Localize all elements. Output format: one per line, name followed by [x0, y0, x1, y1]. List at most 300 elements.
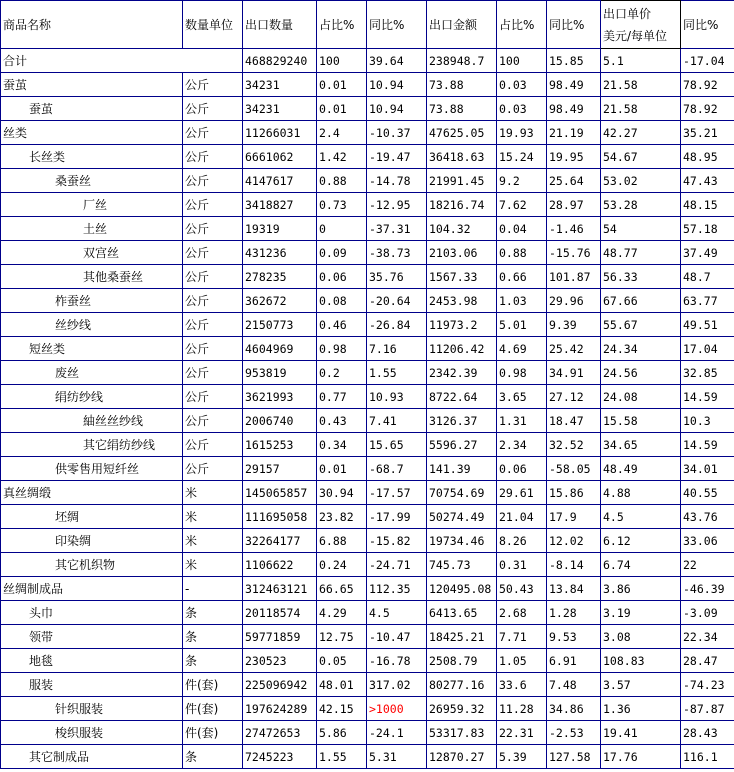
cell-amt-yoy: 7.48 [547, 673, 601, 697]
cell-qty-yoy: -17.57 [367, 481, 427, 505]
cell-amt-yoy: 32.52 [547, 433, 601, 457]
table-row [1, 337, 734, 361]
table-row [1, 649, 734, 673]
row-name: 真丝绸缎 [1, 481, 183, 505]
cell-amount: 104.32 [427, 217, 497, 241]
cell-qty-yoy: 4.5 [367, 601, 427, 625]
cell-price-yoy: 28.43 [681, 721, 734, 745]
header-qty: 出口数量 [243, 1, 317, 49]
cell-amt-share: 0.04 [497, 217, 547, 241]
cell-price-yoy: -87.87 [681, 697, 734, 721]
cell-unit: 条 [183, 625, 243, 649]
table-row [1, 121, 734, 145]
cell-qty: 34231 [243, 97, 317, 121]
cell-amt-yoy: 98.49 [547, 73, 601, 97]
row-name: 供零售用短纤丝 [1, 457, 183, 481]
cell-qty-yoy: -26.84 [367, 313, 427, 337]
table-row [1, 721, 734, 745]
cell-qty-yoy: -24.71 [367, 553, 427, 577]
table-row [1, 457, 734, 481]
cell-price: 6.12 [601, 529, 681, 553]
cell-amt-share: 3.65 [497, 385, 547, 409]
cell-unit: 公斤 [183, 433, 243, 457]
cell-qty-share: 1.42 [317, 145, 367, 169]
cell-amt-share: 21.04 [497, 505, 547, 529]
header-qty-yoy: 同比% [367, 1, 427, 49]
cell-qty-yoy: -17.99 [367, 505, 427, 529]
cell-price: 34.65 [601, 433, 681, 457]
cell-amt-share: 0.03 [497, 97, 547, 121]
cell-price-yoy: 10.3 [681, 409, 734, 433]
cell-price: 21.58 [601, 73, 681, 97]
cell-unit: 米 [183, 505, 243, 529]
cell-amt-share: 0.88 [497, 241, 547, 265]
cell-unit: 公斤 [183, 97, 243, 121]
cell-unit: 公斤 [183, 337, 243, 361]
cell-amt-yoy: -1.46 [547, 217, 601, 241]
cell-qty: 362672 [243, 289, 317, 313]
cell-qty: 29157 [243, 457, 317, 481]
cell-qty: 20118574 [243, 601, 317, 625]
cell-unit: 公斤 [183, 457, 243, 481]
cell-price-yoy: 48.15 [681, 193, 734, 217]
cell-qty: 34231 [243, 73, 317, 97]
cell-qty-share: 0.98 [317, 337, 367, 361]
cell-price-yoy: 34.01 [681, 457, 734, 481]
cell-amount: 2453.98 [427, 289, 497, 313]
cell-price: 3.08 [601, 625, 681, 649]
cell-qty-yoy: -19.47 [367, 145, 427, 169]
cell-amt-yoy: 27.12 [547, 385, 601, 409]
cell-amount: 2342.39 [427, 361, 497, 385]
cell-price: 15.58 [601, 409, 681, 433]
cell-price-yoy: 116.1 [681, 745, 734, 769]
cell-amt-share: 0.03 [497, 73, 547, 97]
header-qty-share: 占比% [317, 1, 367, 49]
header-name: 商品名称 [1, 1, 183, 49]
cell-unit: - [183, 577, 243, 601]
header-price-line2: 美元/每单位 [603, 28, 668, 43]
cell-qty-yoy: 35.76 [367, 265, 427, 289]
cell-unit: 公斤 [183, 361, 243, 385]
cell-price: 19.41 [601, 721, 681, 745]
cell-amt-yoy: 9.53 [547, 625, 601, 649]
cell-amount: 2508.79 [427, 649, 497, 673]
cell-qty: 197624289 [243, 697, 317, 721]
row-name: 废丝 [1, 361, 183, 385]
row-name: 丝绸制成品 [1, 577, 183, 601]
cell-amount: 12870.27 [427, 745, 497, 769]
row-name: 其它绢纺纱线 [1, 433, 183, 457]
cell-qty-share: 0.88 [317, 169, 367, 193]
cell-unit: 公斤 [183, 313, 243, 337]
cell-amount: 73.88 [427, 73, 497, 97]
cell-qty-share: 23.82 [317, 505, 367, 529]
row-name: 厂丝 [1, 193, 183, 217]
cell-qty-yoy: -12.95 [367, 193, 427, 217]
cell-amt-yoy: 25.64 [547, 169, 601, 193]
cell-price: 54.67 [601, 145, 681, 169]
cell-amt-share: 7.62 [497, 193, 547, 217]
cell-price-yoy: 78.92 [681, 97, 734, 121]
cell-qty-share: 1.55 [317, 745, 367, 769]
cell-qty-yoy: 7.16 [367, 337, 427, 361]
cell-price-yoy: 47.43 [681, 169, 734, 193]
row-name: 蚕茧 [1, 97, 183, 121]
cell-qty-share: 66.65 [317, 577, 367, 601]
row-name: 柞蚕丝 [1, 289, 183, 313]
cell-price: 108.83 [601, 649, 681, 673]
cell-qty-yoy: -37.31 [367, 217, 427, 241]
header-amt-yoy: 同比% [547, 1, 601, 49]
table-row [1, 385, 734, 409]
header-unit: 数量单位 [183, 1, 243, 49]
cell-price: 21.58 [601, 97, 681, 121]
cell-amount: 73.88 [427, 97, 497, 121]
cell-amount: 19734.46 [427, 529, 497, 553]
cell-price-yoy: 32.85 [681, 361, 734, 385]
cell-amt-yoy: 9.39 [547, 313, 601, 337]
cell-qty: 468829240 [243, 49, 317, 73]
cell-price: 24.34 [601, 337, 681, 361]
table-row [1, 409, 734, 433]
cell-unit: 件(套) [183, 673, 243, 697]
cell-price-yoy: -3.09 [681, 601, 734, 625]
cell-price-yoy: 22.34 [681, 625, 734, 649]
cell-amount: 21991.45 [427, 169, 497, 193]
cell-qty-share: 2.4 [317, 121, 367, 145]
row-name: 双宫丝 [1, 241, 183, 265]
cell-qty-yoy: 10.94 [367, 97, 427, 121]
row-name: 服装 [1, 673, 183, 697]
row-name: 丝类 [1, 121, 183, 145]
cell-unit: 公斤 [183, 73, 243, 97]
cell-qty-share: 42.15 [317, 697, 367, 721]
cell-price-yoy: 14.59 [681, 385, 734, 409]
cell-amt-yoy: 15.85 [547, 49, 601, 73]
cell-amount: 238948.7 [427, 49, 497, 73]
cell-qty-yoy: 39.64 [367, 49, 427, 73]
cell-qty-share: 0 [317, 217, 367, 241]
cell-qty-share: 0.34 [317, 433, 367, 457]
cell-qty: 431236 [243, 241, 317, 265]
cell-amt-yoy: 21.19 [547, 121, 601, 145]
cell-qty: 19319 [243, 217, 317, 241]
cell-amt-share: 1.31 [497, 409, 547, 433]
cell-qty-yoy: 317.02 [367, 673, 427, 697]
cell-amt-share: 1.03 [497, 289, 547, 313]
table-row [1, 49, 734, 73]
cell-amt-yoy: 34.91 [547, 361, 601, 385]
row-name: 绢纺纱线 [1, 385, 183, 409]
table-row [1, 265, 734, 289]
cell-qty-share: 0.08 [317, 289, 367, 313]
cell-qty: 312463121 [243, 577, 317, 601]
cell-qty-share: 30.94 [317, 481, 367, 505]
cell-amount: 6413.65 [427, 601, 497, 625]
table-row [1, 697, 734, 721]
cell-amt-yoy: 18.47 [547, 409, 601, 433]
cell-amount: 5596.27 [427, 433, 497, 457]
cell-qty-yoy: -10.37 [367, 121, 427, 145]
cell-amt-share: 22.31 [497, 721, 547, 745]
cell-qty-yoy: -15.82 [367, 529, 427, 553]
cell-qty: 7245223 [243, 745, 317, 769]
cell-qty-share: 0.43 [317, 409, 367, 433]
cell-amount: 11973.2 [427, 313, 497, 337]
header-price-line1: 出口单价 [603, 6, 652, 21]
cell-unit: 公斤 [183, 169, 243, 193]
cell-qty-yoy: -38.73 [367, 241, 427, 265]
cell-qty-share: 0.77 [317, 385, 367, 409]
cell-qty-share: 5.86 [317, 721, 367, 745]
cell-price: 6.74 [601, 553, 681, 577]
table-row [1, 145, 734, 169]
cell-unit: 条 [183, 649, 243, 673]
cell-amt-yoy: 17.9 [547, 505, 601, 529]
cell-unit: 公斤 [183, 217, 243, 241]
cell-qty: 6661062 [243, 145, 317, 169]
cell-qty-yoy: >1000 [367, 697, 427, 721]
table-row [1, 553, 734, 577]
row-name: 其它机织物 [1, 553, 183, 577]
cell-amount: 8722.64 [427, 385, 497, 409]
cell-amt-yoy: 15.86 [547, 481, 601, 505]
cell-price-yoy: 43.76 [681, 505, 734, 529]
cell-qty-yoy: -16.78 [367, 649, 427, 673]
cell-qty-yoy: 7.41 [367, 409, 427, 433]
cell-unit: 件(套) [183, 697, 243, 721]
cell-qty-share: 0.05 [317, 649, 367, 673]
cell-qty: 225096942 [243, 673, 317, 697]
cell-amt-yoy: 6.91 [547, 649, 601, 673]
cell-qty-yoy: 10.93 [367, 385, 427, 409]
cell-qty-share: 0.73 [317, 193, 367, 217]
cell-amt-share: 1.05 [497, 649, 547, 673]
cell-price: 4.88 [601, 481, 681, 505]
header-amt-share: 占比% [497, 1, 547, 49]
cell-unit: 米 [183, 529, 243, 553]
cell-qty-share: 0.2 [317, 361, 367, 385]
cell-price-yoy: 33.06 [681, 529, 734, 553]
cell-amt-yoy: 19.95 [547, 145, 601, 169]
table-row [1, 193, 734, 217]
row-name: 蚕茧 [1, 73, 183, 97]
cell-amt-yoy: 1.28 [547, 601, 601, 625]
table-row [1, 745, 734, 769]
cell-qty: 59771859 [243, 625, 317, 649]
cell-qty: 111695058 [243, 505, 317, 529]
cell-amt-share: 0.31 [497, 553, 547, 577]
cell-amount: 50274.49 [427, 505, 497, 529]
cell-amt-yoy: -8.14 [547, 553, 601, 577]
table-row [1, 601, 734, 625]
row-name: 其它制成品 [1, 745, 183, 769]
table-row [1, 577, 734, 601]
cell-price-yoy: 40.55 [681, 481, 734, 505]
row-name: 领带 [1, 625, 183, 649]
cell-price: 48.77 [601, 241, 681, 265]
cell-amount: 745.73 [427, 553, 497, 577]
cell-amount: 80277.16 [427, 673, 497, 697]
cell-price: 3.86 [601, 577, 681, 601]
cell-qty: 278235 [243, 265, 317, 289]
cell-amt-share: 2.34 [497, 433, 547, 457]
cell-qty-yoy: -20.64 [367, 289, 427, 313]
cell-qty: 4147617 [243, 169, 317, 193]
table-row [1, 433, 734, 457]
cell-qty: 1106622 [243, 553, 317, 577]
cell-amt-yoy: -15.76 [547, 241, 601, 265]
cell-amount: 18425.21 [427, 625, 497, 649]
cell-price: 56.33 [601, 265, 681, 289]
cell-unit: 公斤 [183, 145, 243, 169]
cell-price: 4.5 [601, 505, 681, 529]
cell-amt-share: 5.01 [497, 313, 547, 337]
cell-amount: 120495.08 [427, 577, 497, 601]
cell-qty-share: 4.29 [317, 601, 367, 625]
cell-qty-yoy: 1.55 [367, 361, 427, 385]
cell-amt-yoy: 34.86 [547, 697, 601, 721]
cell-price-yoy: 22 [681, 553, 734, 577]
cell-qty: 3621993 [243, 385, 317, 409]
row-name: 长丝类 [1, 145, 183, 169]
cell-qty-share: 0.24 [317, 553, 367, 577]
cell-amount: 3126.37 [427, 409, 497, 433]
cell-price-yoy: -74.23 [681, 673, 734, 697]
cell-amt-share: 2.68 [497, 601, 547, 625]
cell-unit: 公斤 [183, 409, 243, 433]
cell-price-yoy: 14.59 [681, 433, 734, 457]
cell-price: 48.49 [601, 457, 681, 481]
cell-amount: 26959.32 [427, 697, 497, 721]
cell-price: 67.66 [601, 289, 681, 313]
table-row [1, 529, 734, 553]
cell-qty-yoy: -68.7 [367, 457, 427, 481]
cell-qty-yoy: -14.78 [367, 169, 427, 193]
row-name: 合计 [1, 49, 243, 73]
table-row [1, 217, 734, 241]
cell-amt-yoy: 12.02 [547, 529, 601, 553]
row-name: 坯绸 [1, 505, 183, 529]
row-name: 针织服装 [1, 697, 183, 721]
cell-price: 42.27 [601, 121, 681, 145]
cell-price: 17.76 [601, 745, 681, 769]
cell-price: 3.57 [601, 673, 681, 697]
cell-price-yoy: 37.49 [681, 241, 734, 265]
row-name: 梭织服装 [1, 721, 183, 745]
cell-qty-share: 0.46 [317, 313, 367, 337]
cell-price-yoy: -17.04 [681, 49, 734, 73]
row-name: 桑蚕丝 [1, 169, 183, 193]
cell-price-yoy: 35.21 [681, 121, 734, 145]
cell-qty: 4604969 [243, 337, 317, 361]
cell-price: 24.56 [601, 361, 681, 385]
row-name: 头巾 [1, 601, 183, 625]
row-name: 短丝类 [1, 337, 183, 361]
table-row [1, 361, 734, 385]
cell-amt-share: 15.24 [497, 145, 547, 169]
cell-price-yoy: 48.7 [681, 265, 734, 289]
cell-qty-share: 0.01 [317, 97, 367, 121]
cell-qty: 145065857 [243, 481, 317, 505]
cell-unit: 件(套) [183, 721, 243, 745]
cell-price: 3.19 [601, 601, 681, 625]
cell-amt-share: 100 [497, 49, 547, 73]
cell-qty-share: 0.09 [317, 241, 367, 265]
cell-amount: 141.39 [427, 457, 497, 481]
cell-qty-share: 12.75 [317, 625, 367, 649]
cell-qty-yoy: 15.65 [367, 433, 427, 457]
cell-amt-share: 33.6 [497, 673, 547, 697]
cell-unit: 公斤 [183, 385, 243, 409]
cell-qty-share: 6.88 [317, 529, 367, 553]
cell-price-yoy: 49.51 [681, 313, 734, 337]
cell-price: 53.02 [601, 169, 681, 193]
cell-unit: 米 [183, 481, 243, 505]
cell-qty: 3418827 [243, 193, 317, 217]
cell-unit: 米 [183, 553, 243, 577]
cell-amt-yoy: 25.42 [547, 337, 601, 361]
row-name: 其他桑蚕丝 [1, 265, 183, 289]
cell-qty-share: 48.01 [317, 673, 367, 697]
cell-unit: 公斤 [183, 193, 243, 217]
table-row [1, 673, 734, 697]
table-row [1, 625, 734, 649]
row-name: 丝纱线 [1, 313, 183, 337]
header-row [1, 1, 734, 49]
cell-qty-yoy: -24.1 [367, 721, 427, 745]
table-row [1, 169, 734, 193]
cell-amt-share: 0.98 [497, 361, 547, 385]
cell-qty: 953819 [243, 361, 317, 385]
cell-amt-yoy: 101.87 [547, 265, 601, 289]
cell-qty: 1615253 [243, 433, 317, 457]
cell-unit: 公斤 [183, 121, 243, 145]
cell-amt-share: 0.06 [497, 457, 547, 481]
cell-price: 5.1 [601, 49, 681, 73]
header-unit-price [601, 1, 681, 49]
cell-price: 54 [601, 217, 681, 241]
cell-qty-yoy: 112.35 [367, 577, 427, 601]
cell-amt-yoy: -2.53 [547, 721, 601, 745]
table-row [1, 505, 734, 529]
cell-amt-share: 50.43 [497, 577, 547, 601]
cell-qty-yoy: 5.31 [367, 745, 427, 769]
table-row [1, 97, 734, 121]
cell-amt-share: 9.2 [497, 169, 547, 193]
cell-amount: 11206.42 [427, 337, 497, 361]
cell-qty-share: 100 [317, 49, 367, 73]
cell-price-yoy: 17.04 [681, 337, 734, 361]
cell-amt-share: 5.39 [497, 745, 547, 769]
cell-amt-yoy: 98.49 [547, 97, 601, 121]
table-row [1, 289, 734, 313]
cell-unit: 公斤 [183, 241, 243, 265]
row-name: 印染绸 [1, 529, 183, 553]
header-price-yoy: 同比% [681, 1, 734, 49]
cell-price: 55.67 [601, 313, 681, 337]
cell-amt-yoy: -58.05 [547, 457, 601, 481]
cell-amount: 36418.63 [427, 145, 497, 169]
cell-unit: 公斤 [183, 289, 243, 313]
cell-qty: 32264177 [243, 529, 317, 553]
cell-price: 53.28 [601, 193, 681, 217]
header-amount: 出口金额 [427, 1, 497, 49]
table-row [1, 313, 734, 337]
cell-qty: 230523 [243, 649, 317, 673]
cell-price-yoy: 57.18 [681, 217, 734, 241]
